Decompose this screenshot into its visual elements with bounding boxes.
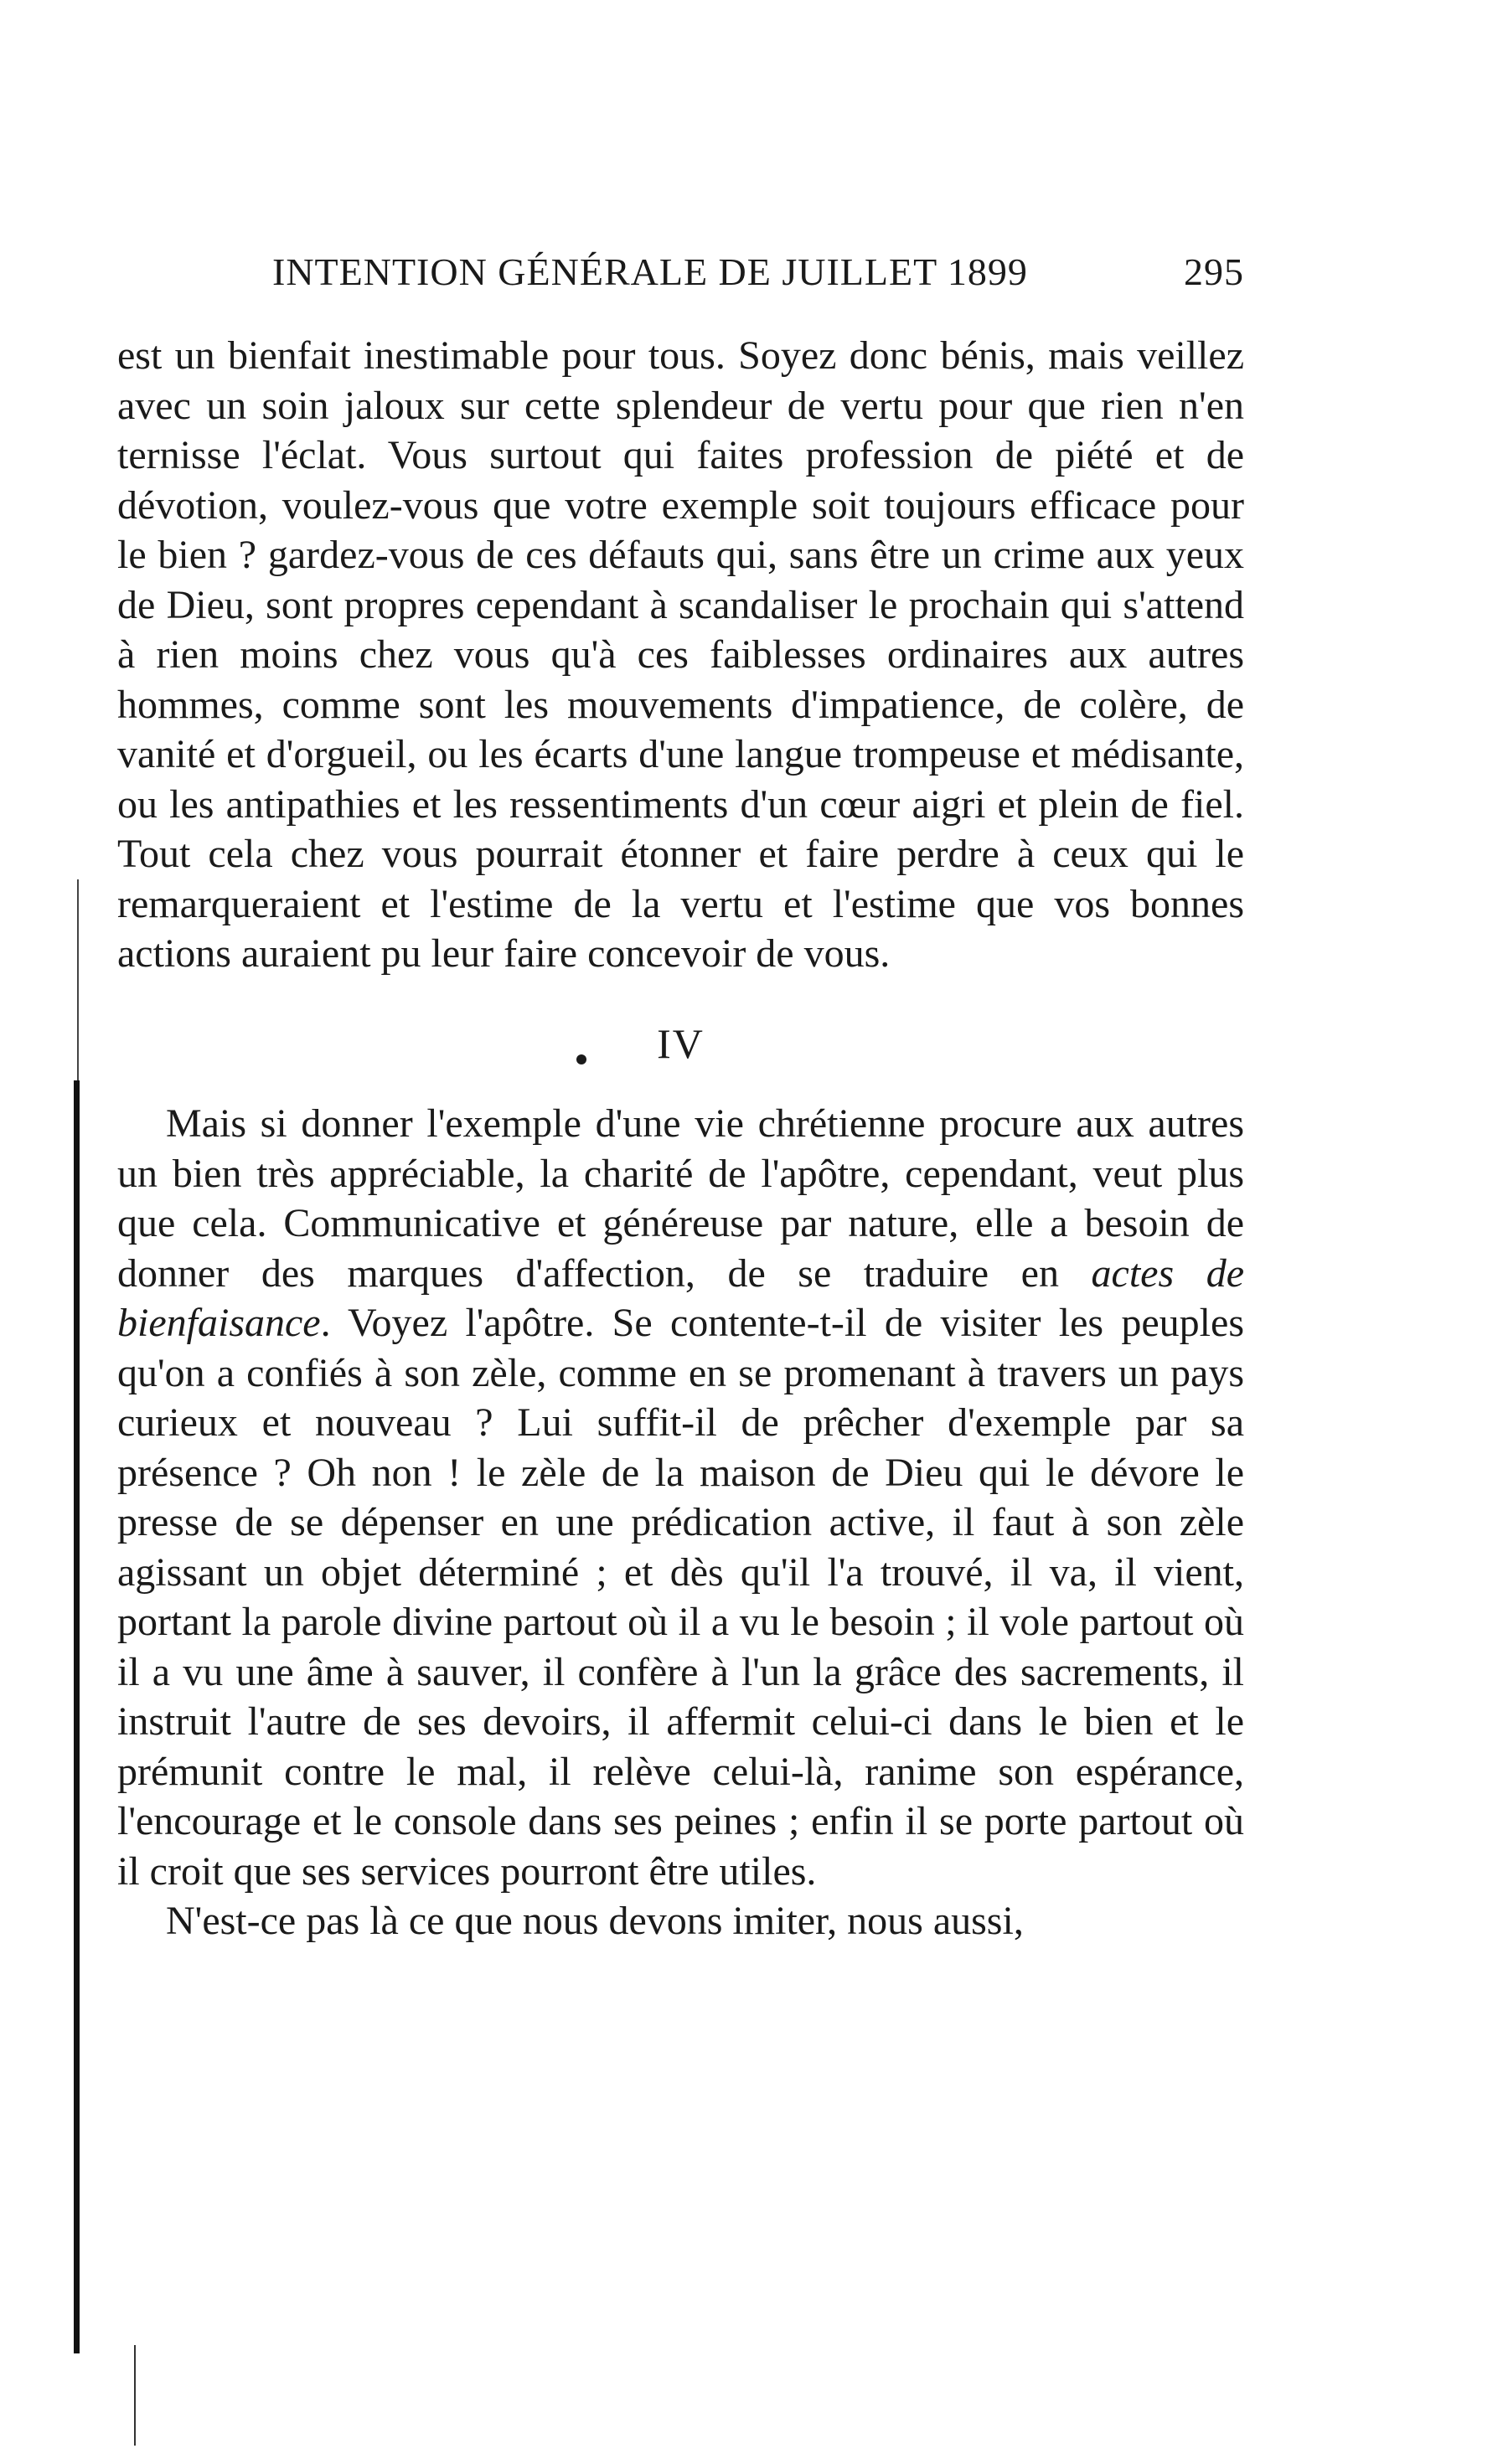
- body-text: [117, 331, 1244, 1946]
- margin-scan-tail: [134, 2345, 136, 2446]
- section-dot: [576, 1054, 586, 1064]
- margin-scan-line: [77, 879, 79, 1089]
- section-heading: [117, 1019, 1244, 1070]
- italic-phrase: actes de bienfaisance: [117, 1250, 1245, 1345]
- paragraph: [117, 1099, 1244, 1896]
- margin-scan-shadow: [74, 1080, 80, 2353]
- paragraph-text: Mais si donner l'exemple d'une vie chrétienne procure aux autres un bien très appréciable, la charité de l'apôtre, cependant, veut plus que cela. Communicative et généreuse par nature, elle a besoin de donner des marques d'affection, de se traduire en: [117, 1101, 1244, 1296]
- paragraph-continued: est un bienfait inestimable pour tous. Soyez donc bénis, mais veillez avec un soin jaloux sur cette splendeur de vertu pour que rien n'en ternisse l'éclat. Vous surtout qui faites profession de piété et de dévotion, voulez-vous que votre exemple soit toujours efficace pour le bien ? gardez-vous de ces défauts qui, sans être un crime aux yeux de Dieu, sont propres cependant à scandaliser le prochain qui s'attend à rien moins chez vous qu'à ces faiblesses ordinaires aux autres hommes, comme sont les mouvements d'impatience, de colère, de vanité et d'orgueil, ou les écarts d'une langue trompeuse et médisante, ou les antipathies et les ressentiments d'un cœur aigri et plein de fiel. Tout cela chez vous pourrait étonner et faire perdre à ceux qui le remarqueraient et l'estime de la vertu et l'estime que vos bonnes actions auraient pu leur faire concevoir de vous.: [117, 333, 1244, 976]
- running-head: [272, 250, 1244, 300]
- paragraph: N'est-ce pas là ce que nous devons imiter, nous aussi,: [166, 1899, 1024, 1943]
- section-number: IV: [657, 1019, 705, 1067]
- running-head-title: INTENTION GÉNÉRALE DE JUILLET 1899: [272, 250, 1028, 293]
- page-number: 295: [1184, 250, 1244, 293]
- paragraph-text: . Voyez l'apôtre. Se contente-t-il de visiter les peuples qu'on a confiés à son zèle, comme en se promenant à travers un pays curieux et nouveau ? Lui suffit-il de prêcher d'exemple par sa présence ? Oh non ! le zèle de la maison de Dieu qui le dévore le presse de se dépenser en une prédication active, il faut à son zèle agissant un objet déterminé ; et dès qu'il l'a trouvé, il va, il vient, portant la parole divine partout où il a vu le besoin ; il vole partout où il a vu une âme à sauver, il confère à l'un la grâce des sacrements, il instruit l'autre de ses devoirs, il affermit celui-ci dans le bien et le prémunit contre le mal, il relève celui-là, ranime son espérance, l'encourage et le console dans ses peines ; enfin il se porte partout où il croit que ses services pourront être utiles.: [117, 1301, 1244, 1894]
